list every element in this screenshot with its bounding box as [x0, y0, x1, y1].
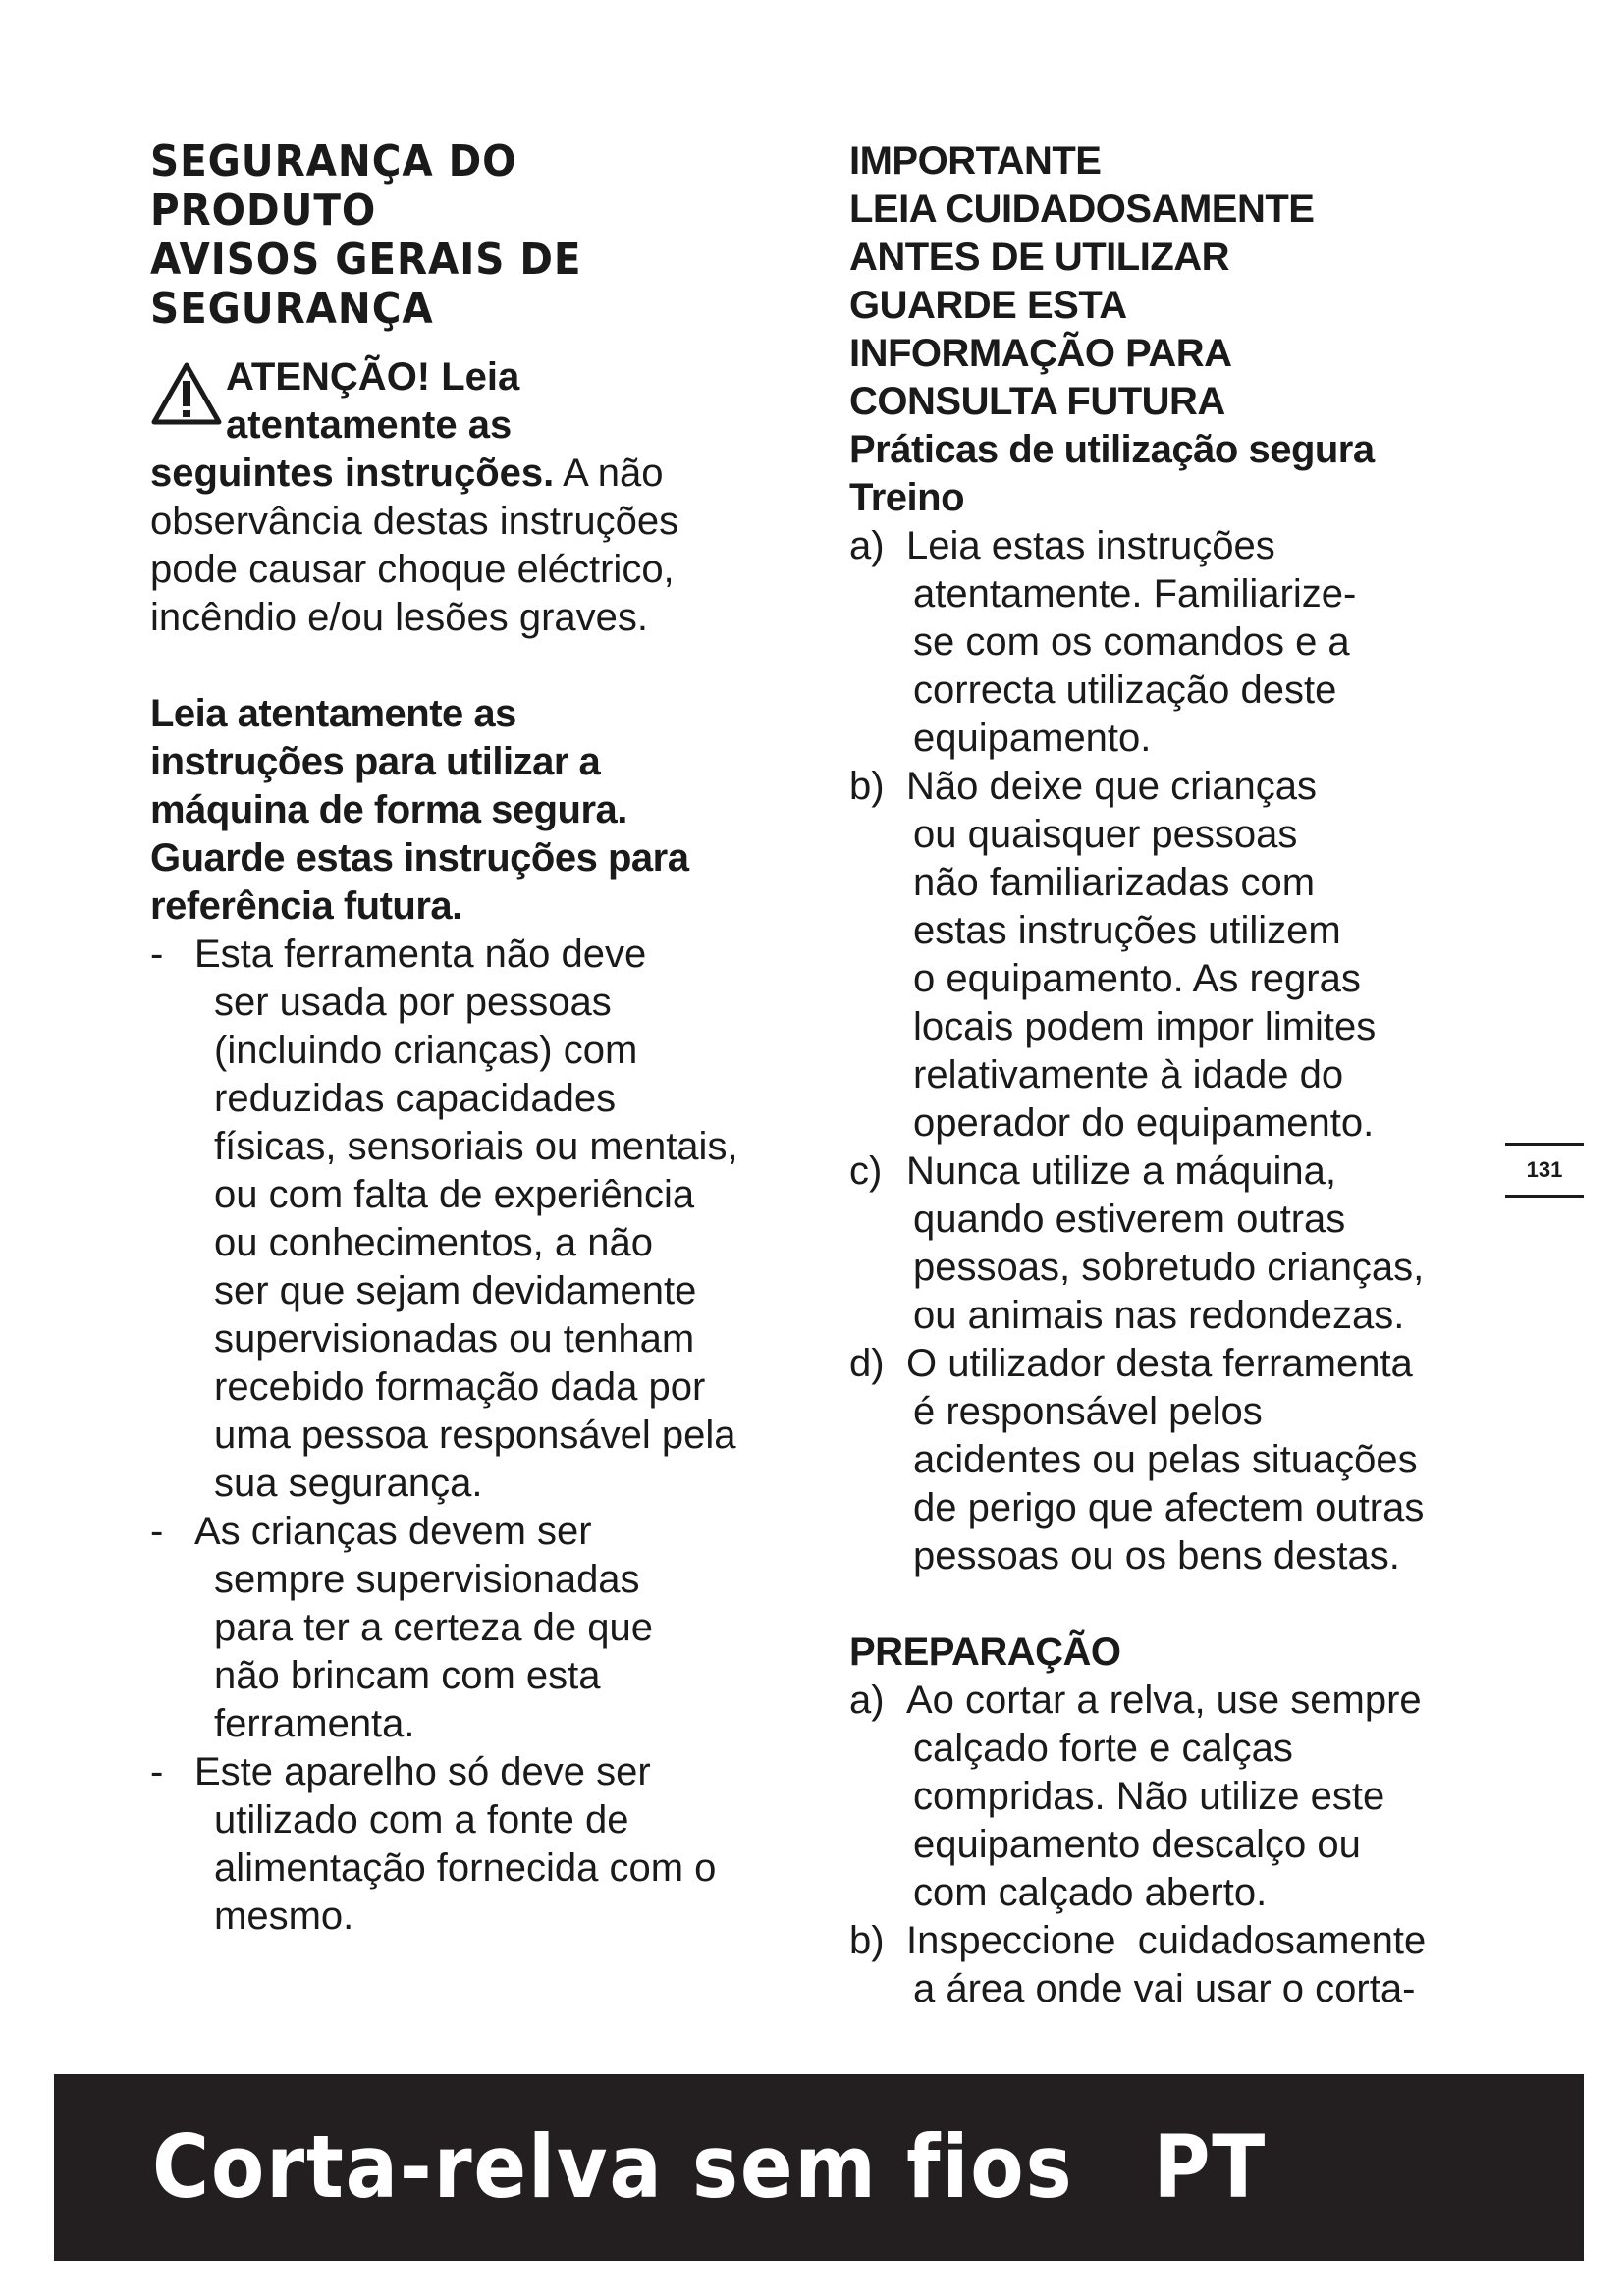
warning-title: ATENÇÃO! Leia [226, 355, 520, 399]
preparation-heading: PREPARAÇÃO [849, 1630, 1121, 1674]
page-number: 131 [1505, 1143, 1584, 1198]
list-item: - As crianças devem ser sempre supervisionadas para ter a certeza de que não brincam com esta ferramenta. [150, 1510, 653, 1745]
dash-list [150, 931, 798, 1941]
safety-heading: SEGURANÇA DO PRODUTO AVISOS GERAIS DE SEGURANÇA [150, 136, 582, 334]
footer-title: Corta-relva sem fios [152, 2116, 1074, 2217]
bold-notice: Leia atentamente as instruções para utilizar a máquina de forma segura. Guarde estas instruções para referência futura. [150, 692, 689, 928]
warning-block: ATENÇÃO! Leia atentamente as seguintes instruções. A não observância destas instruções pode causar choque eléctrico, incêndio e/ou lesões graves. [150, 353, 798, 642]
training-list [849, 522, 1488, 1580]
list-item: a) Leia estas instruções atentamente. Familiarize- se com os comandos e a correcta utilização deste equipamento. [849, 524, 1357, 760]
warning-triangle-icon [150, 361, 223, 426]
left-column [150, 137, 798, 1941]
footer-language-code: PT [1153, 2116, 1268, 2217]
list-item: c) Nunca utilize a máquina, quando estiverem outras pessoas, sobretudo crianças, ou animais nas redondezas. [849, 1149, 1425, 1337]
list-item: - Este aparelho só deve ser utilizado com a fonte de alimentação fornecida com o mesmo. [150, 1750, 717, 1938]
preparation-list [849, 1677, 1488, 2013]
footer-banner [54, 2074, 1584, 2261]
right-column [849, 137, 1488, 2013]
list-item: a) Ao cortar a relva, use sempre calçado forte e calças compridas. Não utilize este equipamento descalço ou com calçado aberto. [849, 1679, 1422, 1914]
section-subheading: Práticas de utilização segura [849, 428, 1375, 471]
list-item: b) Inspeccione cuidadosamente a área onde vai usar o corta- [849, 1919, 1427, 2010]
list-item: d) O utilizador desta ferramenta é responsável pelos acidentes ou pelas situações de perigo que afectem outras pessoas ou os bens destas. [849, 1342, 1425, 1577]
training-subheading: Treino [849, 476, 965, 519]
important-heading: IMPORTANTE LEIA CUIDADOSAMENTE ANTES DE UTILIZAR GUARDE ESTA INFORMAÇÃO PARA CONSULTA FUTURA [849, 139, 1315, 423]
list-item: - Esta ferramenta não deve ser usada por pessoas (incluindo crianças) com reduzidas capacidades físicas, sensoriais ou mentais, ou com falta de experiência ou conhecimentos, a não ser que sejam devidamente supervisionadas ou tenham recebido formação dada por uma pessoa responsável pela sua segurança. [150, 933, 738, 1505]
list-item: b) Não deixe que crianças ou quaisquer pessoas não familiarizadas com estas instruções utilizem o equipamento. As regras locais podem impor limites relativamente à idade do operador do equipamento. [849, 765, 1377, 1145]
